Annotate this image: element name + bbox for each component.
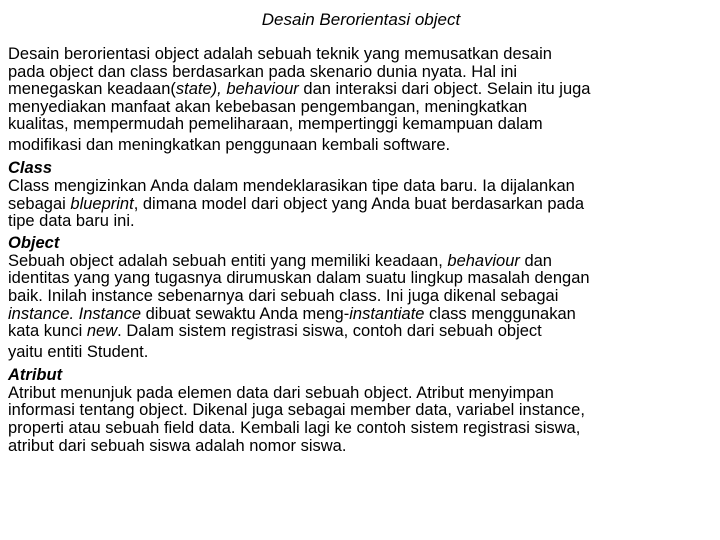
- object-text: . Dalam sistem registrasi siswa, contoh dari sebuah object: [117, 322, 542, 341]
- object-line-6: yaitu entiti Student.: [8, 342, 149, 361]
- class-heading: Class: [8, 158, 53, 177]
- slide-page: [8, 8, 714, 455]
- intro-text: ),: [211, 80, 227, 99]
- object-term-behaviour: behaviour: [447, 251, 520, 270]
- object-term-instantiate: instantiate: [349, 304, 425, 323]
- object-term-new: new: [86, 322, 118, 341]
- object-paragraph: [8, 253, 714, 363]
- object-line-3: baik. Inilah instance sebenarnya dari sebuah class. Ini juga dikenal sebagai: [8, 286, 559, 305]
- object-line-4: [8, 306, 714, 324]
- intro-text: menegaskan keadaan(: [8, 80, 176, 99]
- object-heading: Object: [8, 233, 60, 252]
- object-text: .: [69, 304, 79, 323]
- page-title: Desain Berorientasi object: [261, 10, 461, 29]
- atribut-line-3: properti atau sebuah field data. Kembali lagi ke contoh sistem registrasi siswa,: [8, 418, 581, 437]
- object-text: Sebuah object adalah sebuah entiti yang memiliki keadaan,: [8, 251, 448, 270]
- atribut-line-4: atribut dari sebuah siswa adalah nomor siswa.: [8, 436, 347, 455]
- class-term-blueprint: blueprint: [70, 194, 134, 213]
- class-text: sebagai: [8, 194, 71, 213]
- intro-text: dan interaksi dari object. Selain itu juga: [298, 80, 591, 99]
- intro-line-1: Desain berorientasi object adalah sebuah teknik yang memusatkan desain: [8, 45, 552, 63]
- object-text: class menggunakan: [424, 304, 576, 323]
- atribut-heading: Atribut: [8, 365, 63, 384]
- object-text: dan: [519, 251, 552, 270]
- intro-line-3: [8, 81, 714, 99]
- atribut-line-2: informasi tentang object. Dikenal juga sebagai member data, variabel instance,: [8, 401, 585, 420]
- class-paragraph: [8, 178, 714, 231]
- intro-line-5: kualitas, mempermudah pemeliharaan, mempertinggi kemampuan dalam: [8, 115, 543, 134]
- object-line-5: [8, 323, 714, 341]
- intro-line-2: pada object dan class berdasarkan pada skenario dunia nyata. Hal ini: [8, 62, 518, 81]
- class-text: , dimana model dari object yang Anda buat berdasarkan pada: [133, 194, 585, 213]
- intro-term-behaviour: behaviour: [226, 80, 299, 99]
- atribut-line-1: Atribut menunjuk pada elemen data dari sebuah object. Atribut menyimpan: [8, 383, 554, 402]
- intro-paragraph: [8, 46, 714, 156]
- object-text: kata kunci: [8, 322, 87, 341]
- intro-term-state: state: [175, 80, 212, 99]
- class-line-3: tipe data baru ini.: [8, 212, 135, 231]
- class-line-2: [8, 196, 714, 214]
- class-line-1: Class mengizinkan Anda dalam mendeklarasikan tipe data baru. Ia dijalankan: [8, 176, 575, 195]
- intro-line-4: menyediakan manfaat akan kebebasan pengembangan, meningkatkan: [8, 97, 528, 116]
- object-term-instance: instance: [8, 304, 70, 323]
- atribut-paragraph: [8, 385, 714, 455]
- object-line-2: identitas yang yang tugasnya dirumuskan dalam suatu lingkup masalah dengan: [8, 269, 590, 288]
- intro-line-6: modifikasi dan meningkatkan penggunaan kembali software.: [8, 135, 451, 154]
- object-line-1: [8, 253, 714, 271]
- object-term-instance: Instance: [78, 304, 142, 323]
- object-text: dibuat sewaktu Anda meng-: [141, 304, 350, 323]
